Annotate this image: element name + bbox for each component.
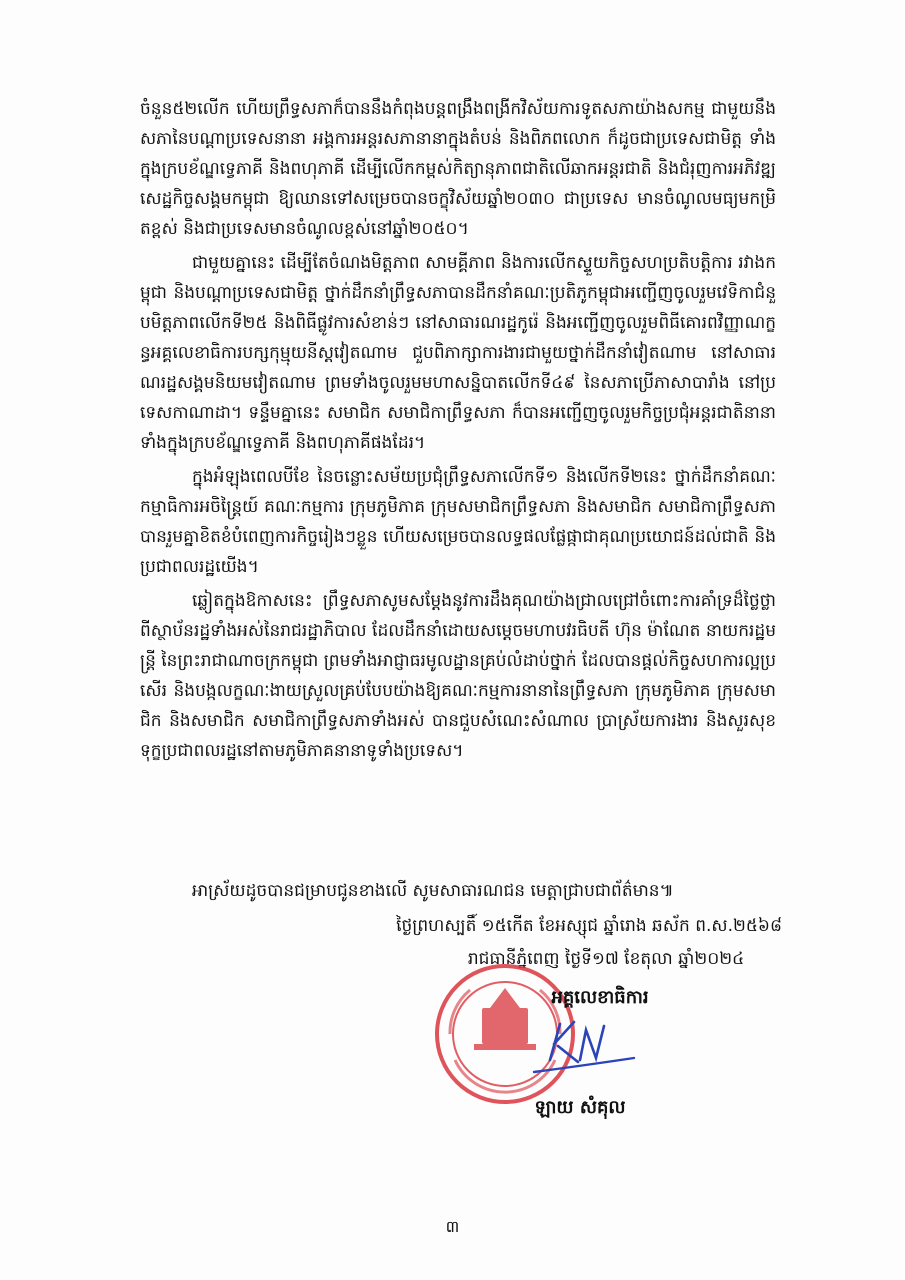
body-text: [140, 94, 776, 770]
paragraph-1: ចំនួន៥២លើក ហើយព្រឹទ្ធសភាក៏បាននឹងកំពុងបន្តពង្រឹងពង្រីកវិស័យការទូតសភាយ៉ាងសកម្ម ជាមួយនឹងសភានៃបណ្តាប្រទេសនានា អង្គការអន្តរសភានានាក្នុងតំបន់ និងពិភពលោក ក៏ដូចជាប្រទេសជាមិត្ត ទាំងក្នុងក្របខ័ណ្ឌទ្វេភាគី និងពហុភាគី ដើម្បីលើកកម្ពស់កិត្យានុភាពជាតិលើឆាកអន្តរជាតិ និងជំរុញការអភិវឌ្ឍសេដ្ឋកិច្ចសង្គមកម្ពុជា ឱ្យឈានទៅសម្រេចបានចក្ខុវិស័យឆ្នាំ២០៣០ ជាប្រទេស មានចំណូលមធ្យមកម្រិតខ្ពស់ និងជាប្រទេសមានចំណូលខ្ពស់នៅឆ្នាំ២០៥០។: [140, 99, 776, 239]
paragraph-4: ឆ្លៀតក្នុងឱកាសនេះ ព្រឹទ្ធសភាសូមសម្តែងនូវការដឹងគុណយ៉ាងជ្រាលជ្រៅចំពោះការគាំទ្រដ៏ថ្លៃថ្លាពីស្ថាប័នរដ្ឋទាំងអស់នៃរាជរដ្ឋាភិបាល ដែលដឹកនាំដោយសម្តេចមហាបវរធិបតី ហ៊ុន ម៉ាណែត នាយករដ្ឋមន្ត្រី នៃព្រះរាជាណាចក្រកម្ពុជា ព្រមទាំងអាជ្ញាធរមូលដ្ឋានគ្រប់លំដាប់ថ្នាក់ ដែលបានផ្តល់កិច្ចសហការល្អប្រសើរ និងបង្កលក្ខណៈងាយស្រួលគ្រប់បែបយ៉ាងឱ្យគណៈកម្មការនានានៃព្រឹទ្ធសភា ក្រុមភូមិភាគ ក្រុមសមាជិក និងសមាជិក សមាជិកាព្រឹទ្ធសភាទាំងអស់ បានជួបសំណេះសំណាល ប្រាស្រ័យការងារ និងសួរសុខទុក្ខប្រជាពលរដ្ឋនៅតាមភូមិភាគនានាទូទាំងប្រទេស។: [140, 591, 776, 761]
signature: [530, 1010, 640, 1080]
signer-title: អគ្គលេខាធិការ: [551, 987, 649, 1008]
page-number: ៣: [445, 1217, 460, 1236]
date-lunar: ថ្ងៃព្រហស្បតិ៍ ១៥កើត ខែអស្សុជ ឆ្នាំរោង ឆស័ក ព.ស.២៥៦៨: [396, 916, 782, 936]
paragraph-2: ជាមួយគ្នានេះ ដើម្បីតែចំណងមិត្តភាព សាមគ្គីភាព និងការលើកស្ទួយកិច្ចសហប្រតិបត្តិការ រវាងកម្ពុជា និងបណ្តាប្រទេសជាមិត្ត ថ្នាក់ដឹកនាំព្រឹទ្ធសភាបានដឹកនាំគណៈប្រតិភូកម្ពុជាអញ្ជើញចូលរួមវេទិកាជំនួបមិត្តភាពលើកទី២៥ និងពិធីផ្លូវការសំខាន់ៗ នៅសាធារណរដ្ឋកូរ៉េ និងអញ្ជើញចូលរួមពិធីគោរពវិញ្ញាណក្ខន្ធអគ្គលេខាធិការបក្សកុម្មុយនីស្តវៀតណាម ជួបពិភាក្សាការងារជាមួយថ្នាក់ដឹកនាំវៀតណាម នៅសាធារណរដ្ឋសង្គមនិយមវៀតណាម ព្រមទាំងចូលរួមមហាសន្និបាតលើកទី៤៩ នៃសភាប្រើភាសាបារាំង នៅប្រទេសកាណាដា។ ទន្ទឹមគ្នានេះ សមាជិក សមាជិកាព្រឹទ្ធសភា ក៏បានអញ្ជើញចូលរួមកិច្ចប្រជុំអន្តរជាតិនានា ទាំងក្នុងក្របខ័ណ្ឌទ្វេភាគី និងពហុភាគីផងដែរ។: [140, 253, 776, 453]
signer-name: ឡាយ សំគុល: [534, 1097, 626, 1118]
date-solar: រាជធានីភ្នំពេញ ថ្ងៃទី១៧ ខែតុលា ឆ្នាំ២០២៤: [467, 949, 745, 969]
closing-line: អាស្រ័យដូចបានជម្រាបជូនខាងលើ សូមសាធារណជន មេត្តាជ្រាបជាព័ត៌មាន៕: [192, 881, 674, 901]
paragraph-3: ក្នុងអំឡុងពេលបីខែ នៃចន្លោះសម័យប្រជុំព្រឹទ្ធសភាលើកទី១ និងលើកទី២នេះ ថ្នាក់ដឹកនាំគណៈកម្មាធិការអចិន្ត្រៃយ៍ គណៈកម្មការ ក្រុមភូមិភាគ ក្រុមសមាជិកព្រឹទ្ធសភា និងសមាជិក សមាជិកាព្រឹទ្ធសភា បានរួមគ្នាខិតខំបំពេញការកិច្ចរៀងៗខ្លួន ហើយសម្រេចបានលទ្ធផលផ្លែផ្កាជាគុណប្រយោជន៍ដល់ជាតិ និងប្រជាពលរដ្ឋយើង។: [140, 467, 776, 577]
